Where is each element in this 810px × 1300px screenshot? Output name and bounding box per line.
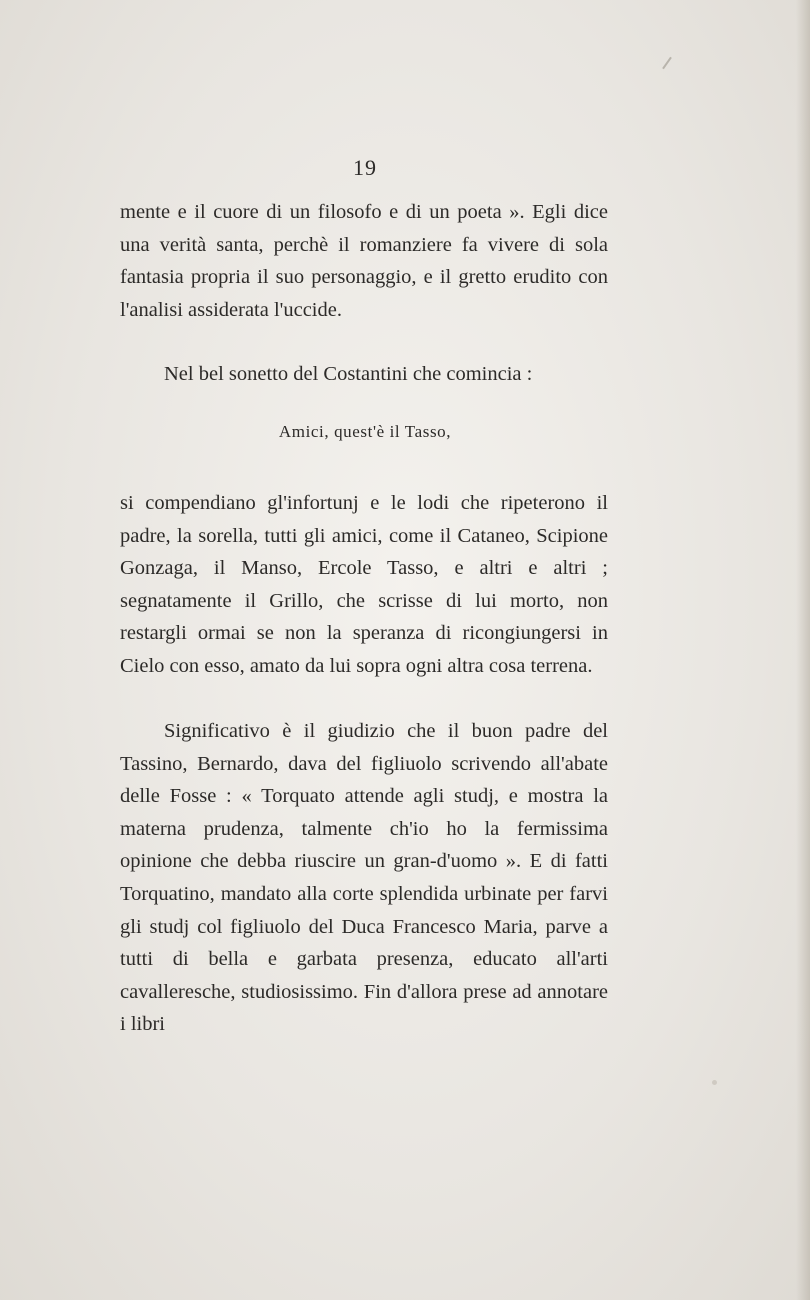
page-edge-shadow <box>796 0 810 1300</box>
sonnet-quote: Amici, quest'è il Tasso, <box>278 422 452 441</box>
paper-spot <box>712 1080 717 1085</box>
paragraph-2: Nel bel sonetto del Costantini che comincia : <box>164 363 533 385</box>
paragraph-sonnet-intro <box>120 358 608 391</box>
paragraph-3: si compendiano gl'infortunj e le lodi che ripeterono il padre, la sorella, tutti gli amici, come il Cataneo, Scipione Gonzaga, il Manso, Ercole Tasso, e altri e altri ; segnatamente il Grillo, che scrisse di lui morto, non restargli ormai se non la speranza di ricongiungersi in Cielo con esso, amato da lui sopra ogni altra cosa terrena. <box>120 492 608 677</box>
paragraph-significativo <box>120 715 608 1041</box>
paragraph-infortunj <box>120 487 608 683</box>
paragraph-4: Significativo è il giudizio che il buon padre del Tassino, Bernardo, dava del figliuolo scrivendo all'abate delle Fosse : « Torquato attende agli studj, e mostra la materna prudenza, talmente ch'io ho la fermissima opinione che debba riuscire un gran-d'uomo ». E di fatti Torquatino, mandato alla corte splendida urbinate per farvi gli studj col figliuolo del Duca Francesco Maria, parve a tutti di bella e garbata presenza, educato all'arti cavalleresche, studiosissimo. Fin d'allora prese ad annotare i libri <box>120 720 608 1036</box>
paragraph-continuation <box>120 196 608 326</box>
pencil-mark <box>662 57 672 70</box>
paragraph-1: mente e il cuore di un filosofo e di un poeta ». Egli dice una verità santa, perchè il romanziere fa vivere di sola fantasia propria il suo personaggio, e il gretto erudito con l'analisi assiderata l'uccide. <box>120 201 608 321</box>
page-number: 19 <box>353 155 377 180</box>
